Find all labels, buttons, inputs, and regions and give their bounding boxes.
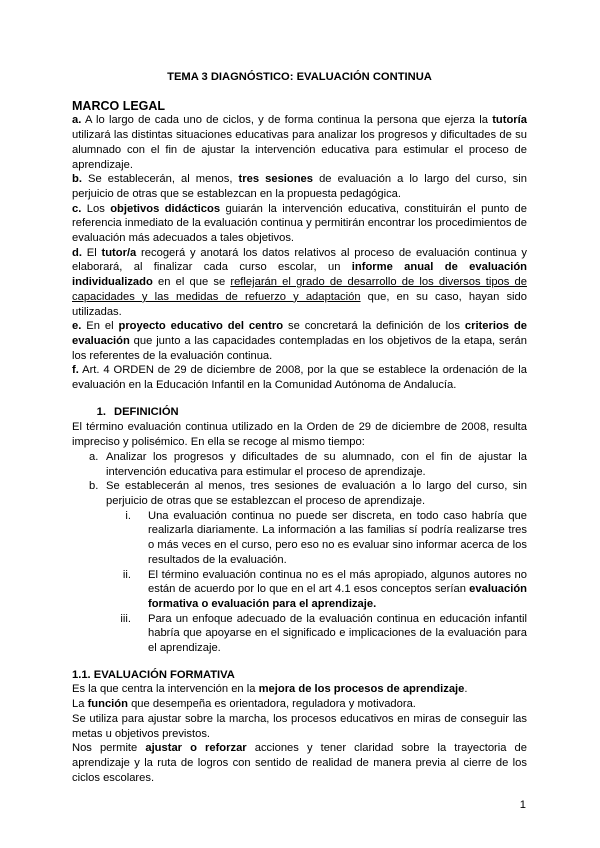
formativa-p4: Nos permite ajustar o reforzar acciones y tener claridad sobre la trayectoria de aprendizaje y la ruta de logros con sentido de realidad de manera previa al cierre de los ciclos escolares. (72, 742, 527, 784)
list-item: ii. El término evaluación continua no es el más apropiado, algunos autores no están de acuerdo por lo que en el art 4.1 esos conceptos serían evaluación formativa o evaluación para el aprendizaje. (122, 568, 527, 610)
definicion-list (72, 450, 527, 509)
legal-item-e: e. En el proyecto educativo del centro se concretará la definición de los criterios de evaluación que junto a las capacidades contempladas en los objetivos de la etapa, serán los referentes de la evaluación continua. (72, 320, 527, 362)
legal-item-d: d. El tutor/a recogerá y anotará los datos relativos al proceso de evaluación continua y elaborará, al finalizar cada curso escolar, un informe anual de evaluación individualizado en el que se reflejarán el grado de desarrollo de los diversos tipos de capacidades y las medidas de refuerzo y adaptación que, en su caso, hayan sido utilizadas. (72, 246, 527, 318)
legal-item-a: a. A lo largo de cada uno de ciclos, y de forma continua la persona que ejerza la tutoría utilizará las distintas situaciones educativas para analizar los progresos y dificultades de su alumnado con el fin de ajustar la intervención educativa para estimular el proceso de aprendizaje. (72, 114, 527, 171)
list-item: iii. Para un enfoque adecuado de la evaluación continua en educación infantil habría que apoyarse en el significado e implicaciones de la evaluación para el aprendizaje. (120, 612, 527, 655)
definicion-sublist (72, 509, 527, 656)
definicion-intro: El término evaluación continua utilizado en la Orden de 29 de diciembre de 2008, resulta impreciso y polisémico. En ella se recoge al mismo tiempo: (72, 421, 527, 449)
document-page (72, 70, 527, 785)
formativa-heading: 1.1. EVALUACIÓN FORMATIVA (72, 668, 235, 681)
marco-legal-heading: MARCO LEGAL (72, 98, 166, 113)
page-number: 1 (519, 799, 526, 811)
legal-item-c: c. Los objetivos didácticos guiarán la intervención educativa, constituirán el punto de referencia inmediato de la evaluación continua y permitirán encontrar los procedimientos de evaluación más adecuados a tales objetivos. (72, 202, 528, 245)
formativa-p2: La función que desempeña es orientadora, reguladora y motivadora. (72, 698, 416, 711)
list-item: a. Analizar los progresos y dificultades de su alumnado, con el fin de ajustar la intervención educativa para estimular el proceso de aprendizaje. (89, 450, 527, 478)
legal-item-f: f. Art. 4 ORDEN de 29 de diciembre de 2008, por la que se establece la ordenación de la evaluación en la Educación Infantil en la Comunidad Autónoma de Andalucía. (72, 364, 527, 392)
formativa-p3: Se utiliza para ajustar sobre la marcha, los procesos educativos en miras de conseguir las metas u objetivos previstos. (72, 712, 527, 740)
document-title: TEMA 3 DIAGNÓSTICO: EVALUACIÓN CONTINUA (167, 71, 432, 83)
formativa-p1: Es la que centra la intervención en la mejora de los procesos de aprendizaje. (72, 683, 468, 696)
list-item: b. Se establecerán al menos, tres sesiones de evaluación a lo largo del curso, sin perjuicio de otras que se establezcan el proceso de aprendizaje. (89, 480, 527, 507)
legal-item-b: b. Se establecerán, al menos, tres sesiones de evaluación a lo largo del curso, sin perjuicio de otras que se establezcan en la propuesta pedagógica. (72, 173, 527, 200)
list-item: i. Una evaluación continua no puede ser discreta, en todo caso habría que realizarla diariamente. La información a las familias sí podría realizarse tres o más veces en el curso, pero eso no es evaluar sino informar acerca de los resultados de la evaluación. (125, 509, 527, 566)
definicion-heading: 1. DEFINICIÓN (96, 405, 179, 418)
